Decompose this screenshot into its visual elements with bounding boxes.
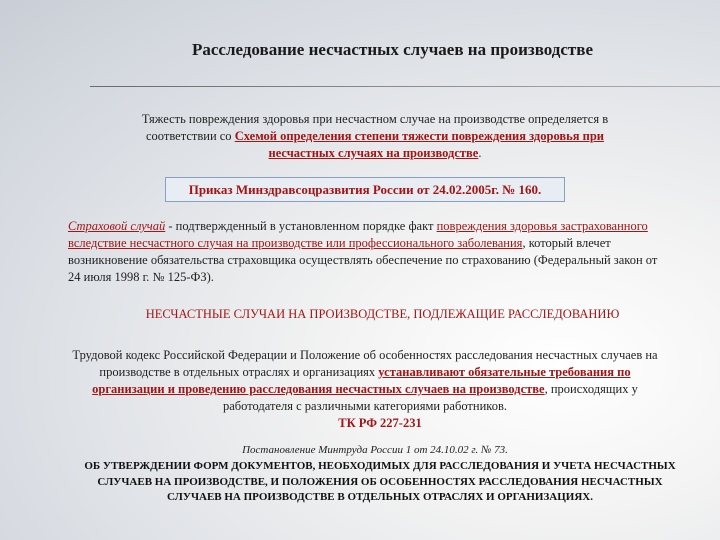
resolution-title: ОБ УТВЕРЖДЕНИИ ФОРМ ДОКУМЕНТОВ, НЕОБХОДИМЫХ ДЛЯ РАССЛЕДОВАНИЯ И УЧЕТА НЕСЧАСТНЫХ СЛУЧАЕВ НА ПРОИЗВОДСТВЕ, И ПОЛОЖЕНИЯ ОБ ОСОБЕННОСТЯХ РАССЛЕДОВАНИЯ НЕСЧАСТНЫХ СЛУЧАЕВ НА ПРОИЗВОДСТВЕ В ОТДЕЛЬНЫХ ОТРАСЛЯХ И ОРГАНИЗАЦИЯХ. (84, 460, 676, 503)
section-heading: НЕСЧАСТНЫЕ СЛУЧАИ НА ПРОИЗВОДСТВЕ, ПОДЛЕЖАЩИЕ РАССЛЕДОВАНИЮ (145, 307, 620, 321)
page-title: Расследование несчастных случаев на производстве (192, 40, 593, 59)
labor-code-paragraph (62, 347, 668, 415)
definition-paragraph (68, 218, 668, 286)
resolution-reference: Постановление Минтруда России 1 от 24.10.02 г. № 73. (242, 444, 508, 456)
intro-paragraph (140, 111, 610, 162)
labor-code-text-1: Трудовой кодекс Российской Федерации и Положение об особенностях расследования несчастных случаев на производстве в отдельных отраслях и организациях (72, 348, 658, 379)
health-damage-link: повреждения здоровья застрахованного вследствие несчастного случая на производстве или профессионального заболевания (68, 219, 648, 250)
title-divider (90, 86, 720, 87)
tk-reference: ТК РФ 227-231 (338, 416, 422, 430)
intro-text: Тяжесть повреждения здоровья при несчастном случае на производстве определяется в соответствии со (141, 112, 609, 143)
intro-end: . (478, 146, 482, 160)
requirements-highlight: устанавливают обязательные требования по организации и проведению расследования несчастных случаев на производстве (92, 365, 631, 396)
order-box: Приказ Минздравсоцразвития России от 24.02.2005г. № 160. (165, 177, 565, 202)
scheme-highlight: Схемой определения степени тяжести повреждения здоровья при несчастных случаях на производстве (234, 129, 604, 160)
definition-text-1: - подтвержденный в установленном порядке факт (165, 219, 437, 233)
insurance-case-term: Страховой случай (68, 219, 166, 233)
labor-code-text-2: , происходящих у работодателя с различными категориями работников. (223, 382, 638, 413)
definition-text-2: , который влечет возникновение обязательства страховщика осуществлять обеспечение по страхованию (Федеральный закон от 24 июля 1998 г. № 125-ФЗ). (68, 236, 658, 284)
